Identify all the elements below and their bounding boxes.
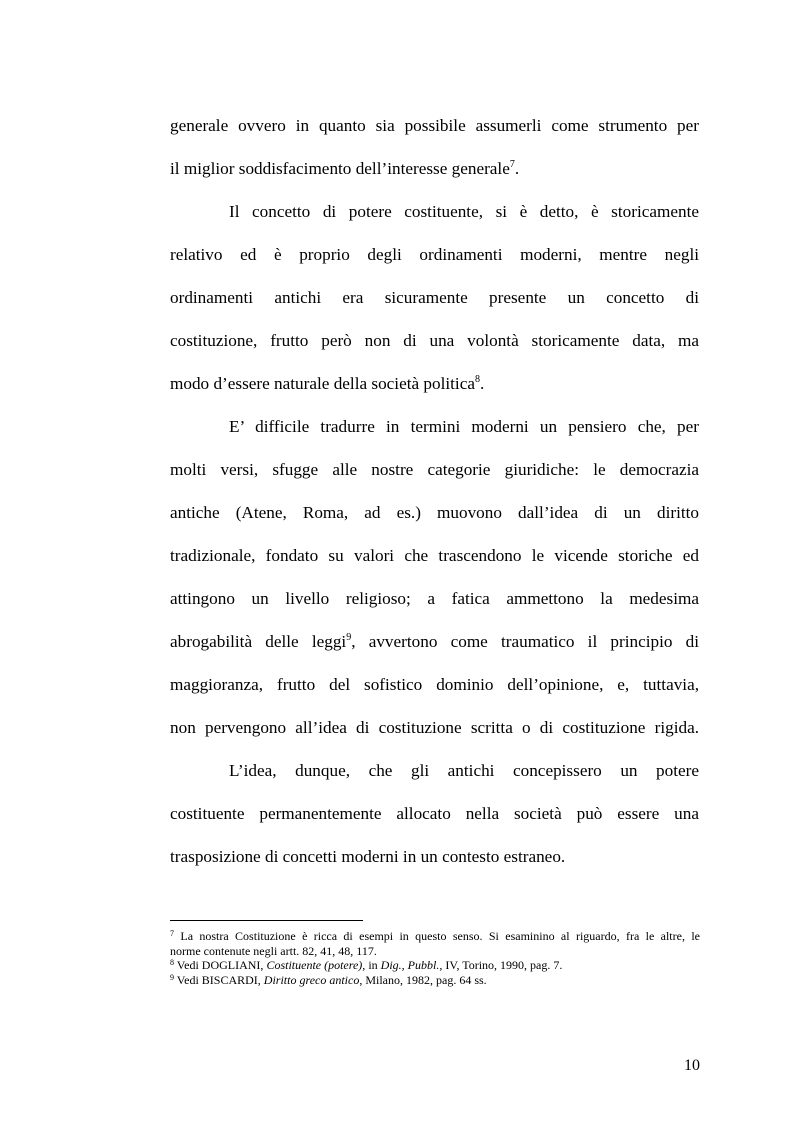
footnote-separator — [170, 920, 363, 921]
paragraph-line: modo d’essere naturale della società politica$^8$. — [170, 374, 485, 393]
paragraph-line: attingono un livello religioso; a fatica ammettono la medesima — [170, 589, 699, 608]
paragraph-line: molti versi, sfugge alle nostre categorie giuridiche: le democrazia — [170, 460, 699, 479]
footnote-9: $^9$ Vedi BISCARDI, Diritto greco antico, Milano, 1982, pag. 64 ss. — [170, 972, 487, 987]
paragraph-line: E’ difficile tradurre in termini moderni un pensiero che, per — [229, 417, 699, 436]
footnote-7-continued: norme contenute negli artt. 82, 41, 48, 117. — [170, 943, 377, 958]
footnote-8: $^8$ Vedi DOGLIANI, Costituente (potere), in Dig., Pubbl., IV, Torino, 1990, pag. 7. — [170, 958, 563, 972]
paragraph-line: abrogabilità delle leggi$^9$, avvertono come traumatico il principio di — [170, 632, 699, 651]
paragraph-line: ordinamenti antichi era sicuramente presente un concetto di — [170, 288, 699, 307]
paragraph-line: il miglior soddisfacimento dell’interesse generale$^7$. — [170, 159, 520, 178]
footnote-ref: 8 — [474, 374, 480, 385]
paragraph-line: relativo ed è proprio degli ordinamenti moderni, mentre negli — [170, 245, 699, 264]
paragraph-line: trasposizione di concetti moderni in un contesto estraneo. — [170, 847, 566, 866]
paragraph-line: antiche (Atene, Roma, ad es.) muovono dall’idea di un diritto — [170, 503, 699, 522]
footnote-7: $^7$ La nostra Costituzione è ricca di esempi in questo senso. Si esaminino al riguardo, fra le altre, le — [170, 929, 700, 943]
paragraph-line: generale ovvero in quanto sia possibile assumerli come strumento per — [170, 116, 699, 135]
footnote-ref: 7 — [509, 159, 515, 170]
footnote-ref: 9 — [346, 632, 352, 643]
page-number: 10 — [684, 1057, 700, 1074]
paragraph-line: maggioranza, frutto del sofistico dominio dell’opinione, e, tuttavia, — [170, 675, 699, 694]
paragraph-line: tradizionale, fondato su valori che trascendono le vicende storiche ed — [170, 546, 699, 565]
paragraph-line: L’idea, dunque, che gli antichi concepissero un potere — [229, 761, 699, 780]
footnotes — [170, 929, 700, 987]
paragraph-line: costituzione, frutto però non di una volontà storicamente data, ma — [170, 331, 699, 350]
paragraph-line: Il concetto di potere costituente, si è detto, è storicamente — [229, 202, 699, 221]
paragraph-line: costituente permanentemente allocato nella società può essere una — [170, 804, 699, 823]
paragraph-line: non pervengono all’idea di costituzione scritta o di costituzione rigida. — [170, 718, 699, 737]
